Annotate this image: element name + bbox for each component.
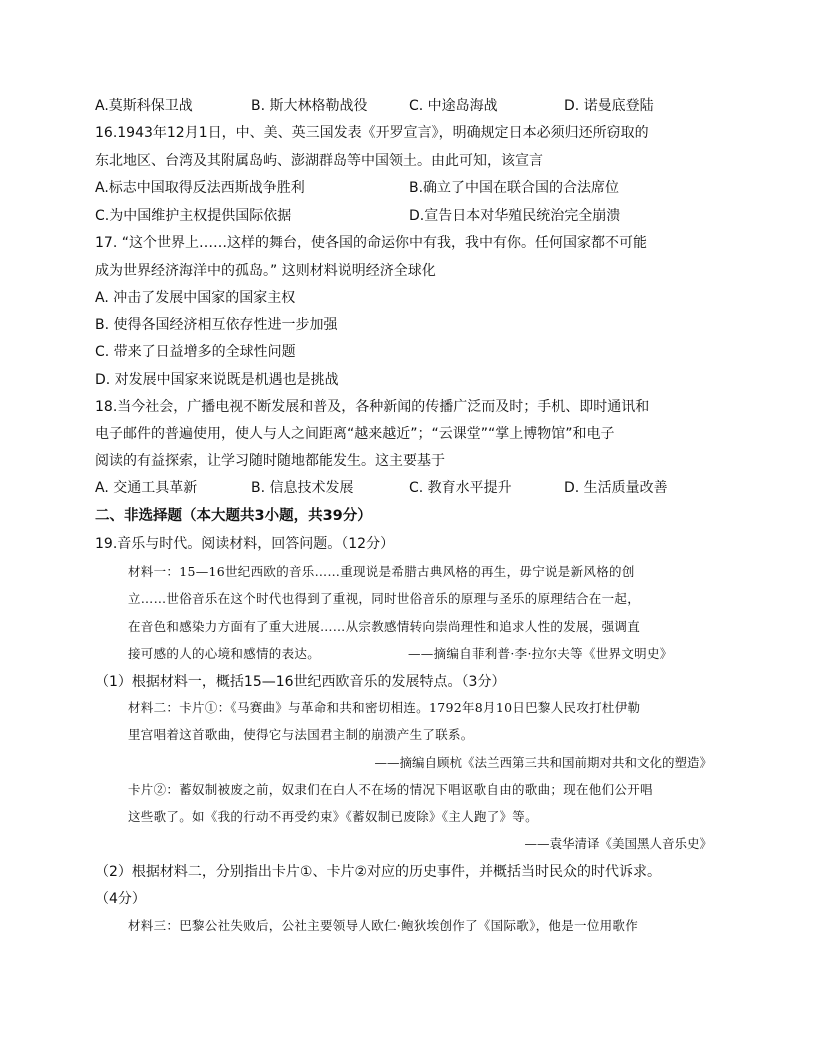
q18-option-c: C. 教育水平提升 [409, 480, 512, 496]
q17-stem-line1: 17. “这个世界上……这样的舞台，使各国的命运你中有我，我中有你。任何国家都不可能 [95, 235, 647, 251]
q16-option-a: A.标志中国取得反法西斯战争胜利 [95, 180, 305, 196]
q17-stem-line2: 成为世界经济海洋中的孤岛。” 这则材料说明经济全球化 [95, 263, 436, 279]
q19-sub1: （1）根据材料一，概括15—16世纪西欧音乐的发展特点。（3分） [95, 674, 506, 690]
card2-line1: 卡片②：蓄奴制被废之前，奴隶们在白人不在场的情况下唱讴歌自由的歌曲；现在他们公开唱 [128, 782, 653, 797]
material2-line2: 里宫唱着这首歌曲，使得它与法国君主制的崩溃产生了联系。 [128, 727, 474, 742]
q18-stem-line1: 18.当今社会，广播电视不断发展和普及，各种新闻的传播广泛而及时；手机、即时通讯和 [95, 399, 650, 415]
material2-line1: 材料二：卡片①：《马赛曲》与革命和共和密切相连。1792年8月10日巴黎人民攻打杜伊勒 [128, 700, 641, 715]
q16-option-d: D.宣告日本对华殖民统治完全崩溃 [409, 208, 621, 224]
material1-line2: 立……世俗音乐在这个时代也得到了重视，同时世俗音乐的原理与圣乐的原理结合在一起， [128, 591, 641, 606]
material1-source: ——摘编自菲利普·李·拉尔夫等《世界文明史》 [408, 646, 673, 661]
q18-option-d: D. 生活质量改善 [564, 480, 668, 496]
material1-line3: 在音色和感染力方面有了重大进展……从宗教感情转向崇尚理性和追求人性的发展，强调直 [128, 619, 641, 634]
material3-line1: 材料三：巴黎公社失败后，公社主要领导人欧仁·鲍狄埃创作了《国际歌》，他是一位用歌作 [128, 918, 639, 933]
card2-line2: 这些歌了。如《我的行动不再受约束》《蓄奴制已废除》《主人跑了》等。 [128, 809, 538, 824]
q19-sub2-line2: （4分） [95, 891, 146, 907]
card2-source: ——袁华清译《美国黑人音乐史》 [524, 836, 712, 851]
q16-stem-line2: 东北地区、台湾及其附属岛屿、澎湖群岛等中国领土。由此可知，该宣言 [95, 153, 543, 169]
q16-stem-line1: 16.1943年12月1日，中、美、英三国发表《开罗宣言》，明确规定日本必须归还所窃取的 [95, 125, 649, 141]
q15-option-a: A.莫斯科保卫战 [95, 98, 193, 114]
q18-stem-line2: 电子邮件的普遍使用，使人与人之间距离“越来越近”；“云课堂”“掌上博物馆”和电子 [95, 426, 615, 442]
q17-option-c: C. 带来了日益增多的全球性问题 [95, 344, 296, 360]
q15-option-c: C. 中途岛海战 [409, 98, 498, 114]
q15-option-d: D. 诺曼底登陆 [564, 98, 654, 114]
material2-source: ——摘编自顾杭《法兰西第三共和国前期对共和文化的塑造》 [374, 755, 712, 770]
q16-option-b: B.确立了中国在联合国的合法席位 [409, 180, 620, 196]
q17-option-b: B. 使得各国经济相互依存性进一步加强 [95, 317, 338, 333]
q15-option-b: B. 斯大林格勒战役 [251, 98, 368, 114]
q18-option-b: B. 信息技术发展 [251, 480, 354, 496]
section2-title: 二、非选择题（本大题共3小题，共39分） [95, 508, 372, 524]
q17-option-a: A. 冲击了发展中国家的国家主权 [95, 290, 296, 306]
q16-option-c: C.为中国维护主权提供国际依据 [95, 208, 292, 224]
q19-sub2-line1: （2）根据材料二，分别指出卡片①、卡片②对应的历史事件，并概括当时民众的时代诉求。 [95, 864, 662, 880]
q17-option-d: D. 对发展中国家来说既是机遇也是挑战 [95, 372, 339, 388]
q18-stem-line3: 阅读的有益探索，让学习随时随地都能发生。这主要基于 [95, 453, 445, 469]
q18-option-a: A. 交通工具革新 [95, 480, 198, 496]
material1-line4: 接可感的人的心境和感情的表达。 [128, 646, 321, 661]
q19-stem: 19.音乐与时代。阅读材料，回答问题。（12分） [95, 536, 395, 552]
material1-line1: 材料一：15—16世纪西欧的音乐……重现说是希腊古典风格的再生，毋宁说是新风格的创 [128, 564, 635, 579]
